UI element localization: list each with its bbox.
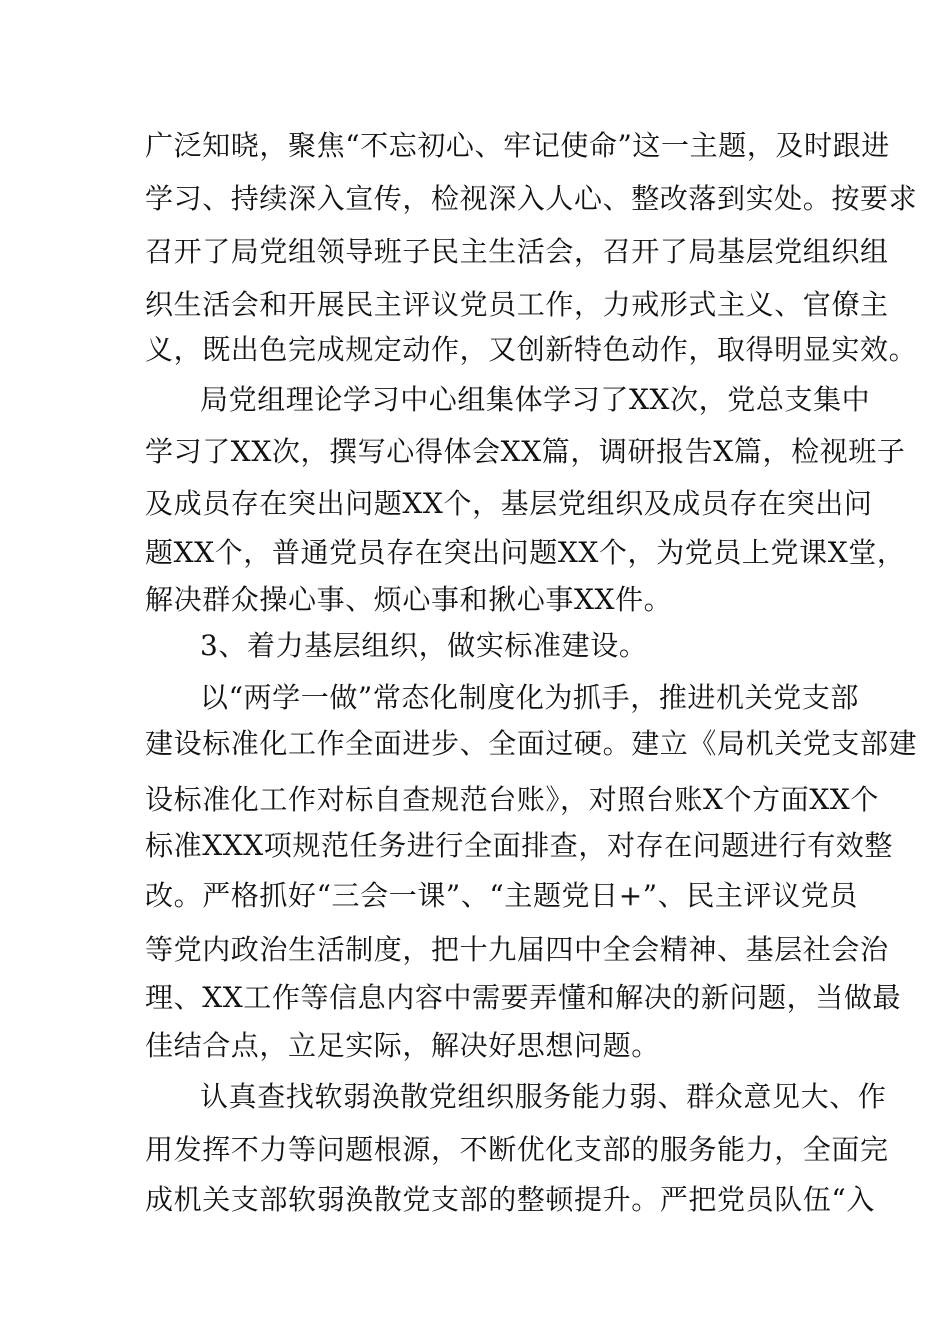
paragraph-start-line: 局党组理论学习中心组集体学习了XX次，党总支集中 <box>200 383 871 416</box>
text-line: 改。严格抓好“三会一课”、“主题党日+”、民主评议党员 <box>145 879 858 912</box>
text-line: 学习、持续深入宣传，检视深入人心、整改落到实处。按要求 <box>145 182 918 215</box>
text-line: 理、XX工作等信息内容中需要弄懂和解决的新问题，当做最 <box>145 981 902 1014</box>
text-line: 解决群众操心事、烦心事和揪心事XX件。 <box>145 583 673 616</box>
text-line: 建设标准化工作全面进步、全面过硬。建立《局机关党支部建 <box>145 727 918 760</box>
paragraph-start-line: 以“两学一做”常态化制度化为抓手，推进机关党支部 <box>200 681 860 714</box>
section-heading: 3、着力基层组织，做实标准建设。 <box>200 629 648 662</box>
text-line: 设标准化工作对标自查规范台账》，对照台账X个方面XX个 <box>145 783 880 816</box>
text-line: 题XX个，普通党员存在突出问题XX个，为党员上党课X堂， <box>145 536 906 569</box>
text-line: 义，既出色完成规定动作，又创新特色动作，取得明显实效。 <box>145 333 918 366</box>
text-line: 广泛知晓，聚焦“不忘初心、牢记使命”这一主题，及时跟进 <box>145 129 890 162</box>
text-line: 学习了XX次，撰写心得体会XX篇，调研报告X篇，检视班子 <box>145 435 906 468</box>
text-line: 标准XXX项规范任务进行全面排查，对存在问题进行有效整 <box>145 829 894 862</box>
text-line: 召开了局党组领导班子民主生活会，召开了局基层党组织组 <box>145 235 889 268</box>
text-line: 佳结合点，立足实际，解决好思想问题。 <box>145 1029 660 1062</box>
text-line: 成机关支部软弱涣散党支部的整顿提升。严把党员队伍“入 <box>145 1183 875 1216</box>
text-line: 及成员存在突出问题XX个，基层党组织及成员存在突出问 <box>145 487 873 520</box>
text-line: 织生活会和开展民主评议党员工作，力戒形式主义、官僚主 <box>145 288 889 321</box>
paragraph-start-line: 认真查找软弱涣散党组织服务能力弱、群众意见大、作 <box>200 1080 887 1113</box>
text-line: 用发挥不力等问题根源，不断优化支部的服务能力，全面完 <box>145 1133 889 1166</box>
text-line: 等党内政治生活制度，把十九届四中全会精神、基层社会治 <box>145 933 889 966</box>
